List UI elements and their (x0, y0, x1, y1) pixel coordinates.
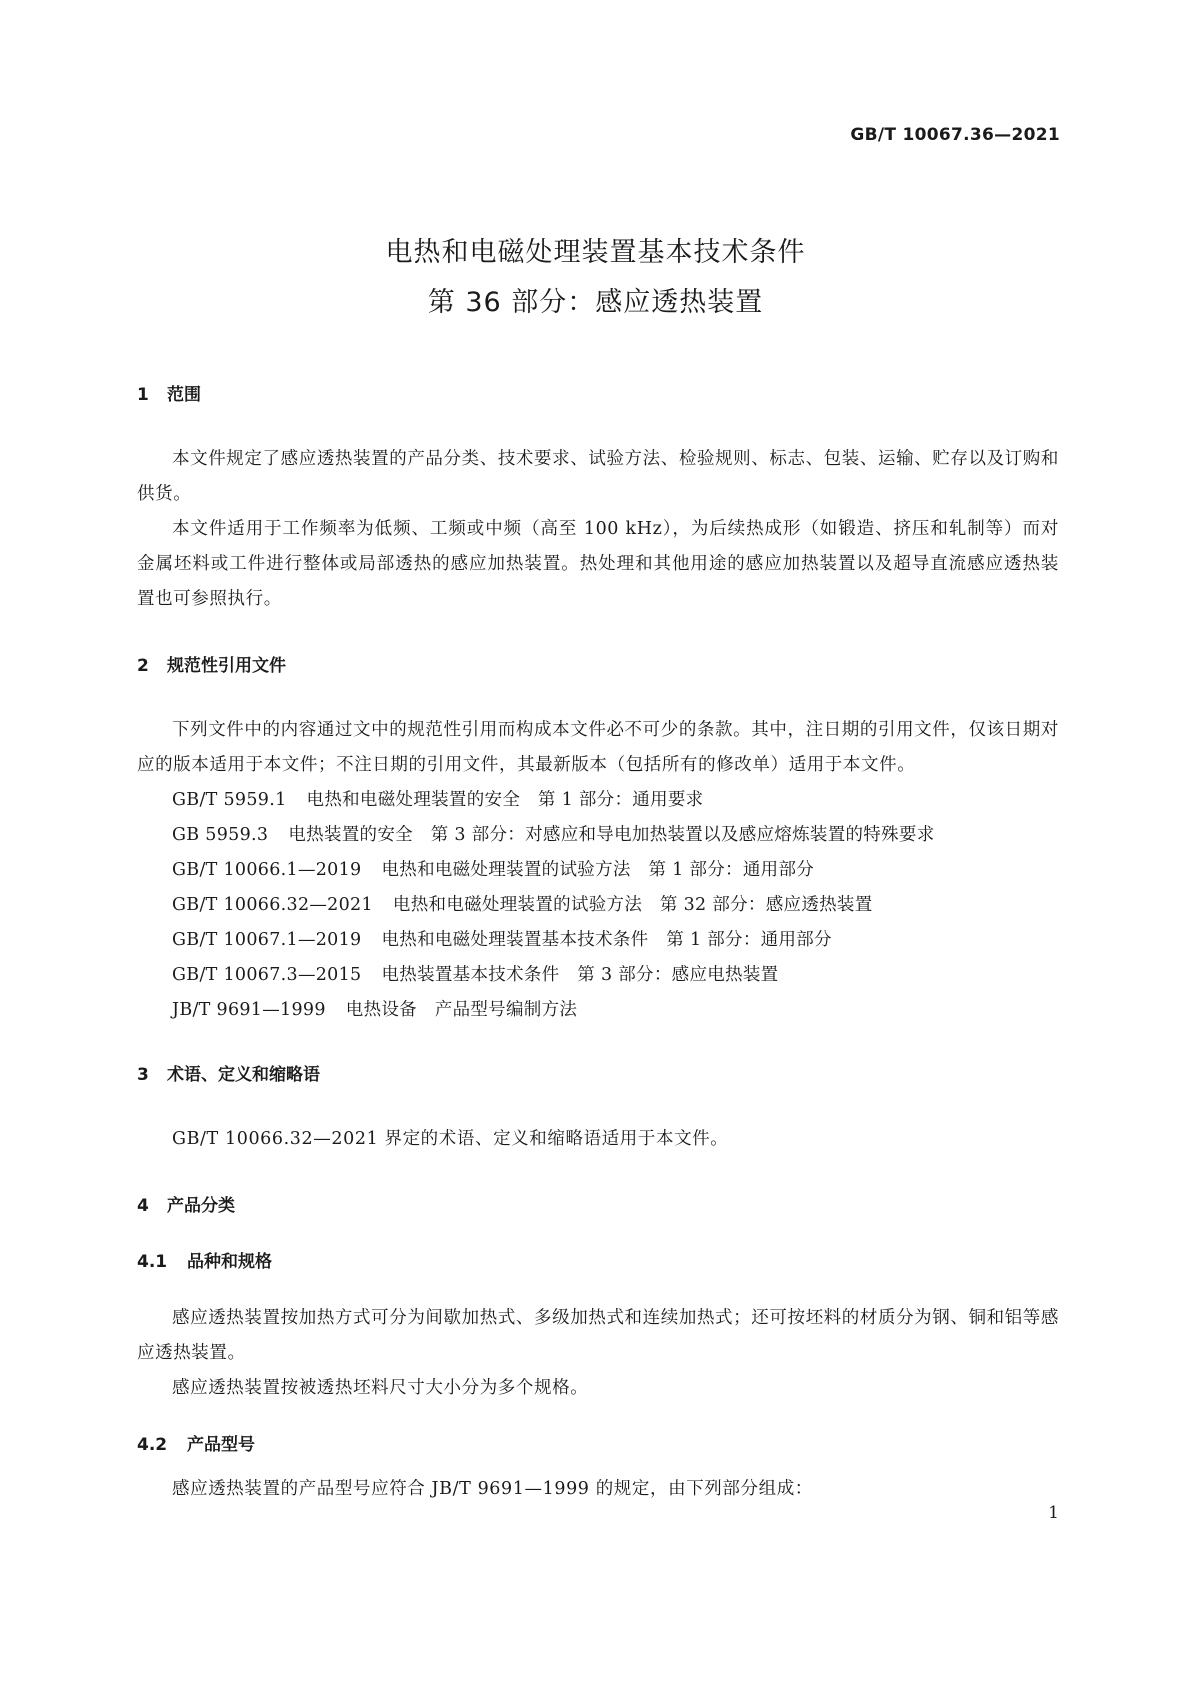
section-4-2-paragraph-1: 感应透热装置的产品型号应符合 JB/T 9691—1999 的规定，由下列部分组成： (172, 1479, 813, 1499)
section-1-heading (137, 380, 1059, 410)
reference-item (137, 888, 1059, 923)
reference-code: JB/T 9691—1999 (172, 1000, 326, 1020)
title-line-2: 第 36 部分：感应透热装置 (427, 287, 764, 318)
normative-references-list (137, 783, 1059, 1028)
title-line-1: 电热和电磁处理装置基本技术条件 (385, 237, 806, 268)
section-1-paragraph-2: 本文件适用于工作频率为低频、工频或中频（高至 100 kHz），为后续热成形（如锻造、挤压和轧制等）而对金属坯料或工件进行整体或局部透热的感应加热装置。热处理和其他用途的感应加热装置以及超导直流感应透热装置也可参照执行。 (137, 519, 1059, 609)
reference-code: GB/T 5959.1 (172, 790, 287, 810)
reference-item (137, 818, 1059, 853)
section-1-paragraph-1: 本文件规定了感应透热装置的产品分类、技术要求、试验方法、检验规则、标志、包装、运输、贮存以及订购和供货。 (137, 449, 1059, 504)
section-4-heading (137, 1191, 1059, 1221)
section-2-paragraph-1: 下列文件中的内容通过文中的规范性引用而构成本文件必不可少的条款。其中，注日期的引用文件，仅该日期对应的版本适用于本文件；不注日期的引用文件，其最新版本（包括所有的修改单）适用于本文件。 (137, 720, 1059, 775)
reference-item (137, 993, 1059, 1028)
reference-code: GB/T 10067.3—2015 (172, 965, 362, 985)
page-number: 1 (1048, 1503, 1059, 1523)
section-title: 产品分类 (167, 1196, 235, 1216)
section-3-paragraph-1: GB/T 10066.32—2021 界定的术语、定义和缩略语适用于本文件。 (172, 1129, 729, 1149)
section-4-1-paragraph-2: 感应透热装置按被透热坯料尺寸大小分为多个规格。 (172, 1378, 589, 1398)
section-2-heading (137, 651, 1059, 681)
reference-item (137, 853, 1059, 888)
section-number: 4 (137, 1196, 149, 1216)
document-body (137, 380, 1059, 1507)
section-number: 4.1 (137, 1252, 168, 1272)
document-title (0, 228, 1191, 328)
section-title: 范围 (167, 385, 201, 405)
section-title: 规范性引用文件 (167, 656, 286, 676)
section-number: 2 (137, 656, 149, 676)
reference-item (137, 958, 1059, 993)
section-number: 4.2 (137, 1435, 168, 1455)
section-4-1-heading (137, 1247, 1059, 1277)
reference-item (137, 783, 1059, 818)
reference-title: 电热和电磁处理装置的试验方法 第 32 部分：感应透热装置 (392, 895, 873, 915)
section-title: 术语、定义和缩略语 (167, 1065, 320, 1085)
standard-code: GB/T 10067.36—2021 (850, 125, 1060, 145)
reference-title: 电热和电磁处理装置的安全 第 1 部分：通用要求 (306, 790, 704, 810)
reference-title: 电热装置基本技术条件 第 3 部分：感应电热装置 (381, 965, 779, 985)
section-4-2-heading (137, 1430, 1059, 1460)
reference-item (137, 923, 1059, 958)
reference-title: 电热设备 产品型号编制方法 (345, 1000, 578, 1020)
section-number: 1 (137, 385, 149, 405)
reference-code: GB/T 10067.1—2019 (172, 930, 362, 950)
section-title: 品种和规格 (187, 1252, 272, 1272)
reference-title: 电热装置的安全 第 3 部分：对感应和导电加热装置以及感应熔炼装置的特殊要求 (288, 825, 935, 845)
section-number: 3 (137, 1065, 149, 1085)
section-3-heading (137, 1060, 1059, 1090)
section-title: 产品型号 (187, 1435, 255, 1455)
reference-title: 电热和电磁处理装置的试验方法 第 1 部分：通用部分 (381, 860, 815, 880)
reference-title: 电热和电磁处理装置基本技术条件 第 1 部分：通用部分 (381, 930, 832, 950)
reference-code: GB 5959.3 (172, 825, 269, 845)
reference-code: GB/T 10066.32—2021 (172, 895, 373, 915)
section-4-1-paragraph-1: 感应透热装置按加热方式可分为间歇加热式、多级加热式和连续加热式；还可按坯料的材质分为钢、铜和铝等感应透热装置。 (137, 1308, 1059, 1363)
reference-code: GB/T 10066.1—2019 (172, 860, 362, 880)
